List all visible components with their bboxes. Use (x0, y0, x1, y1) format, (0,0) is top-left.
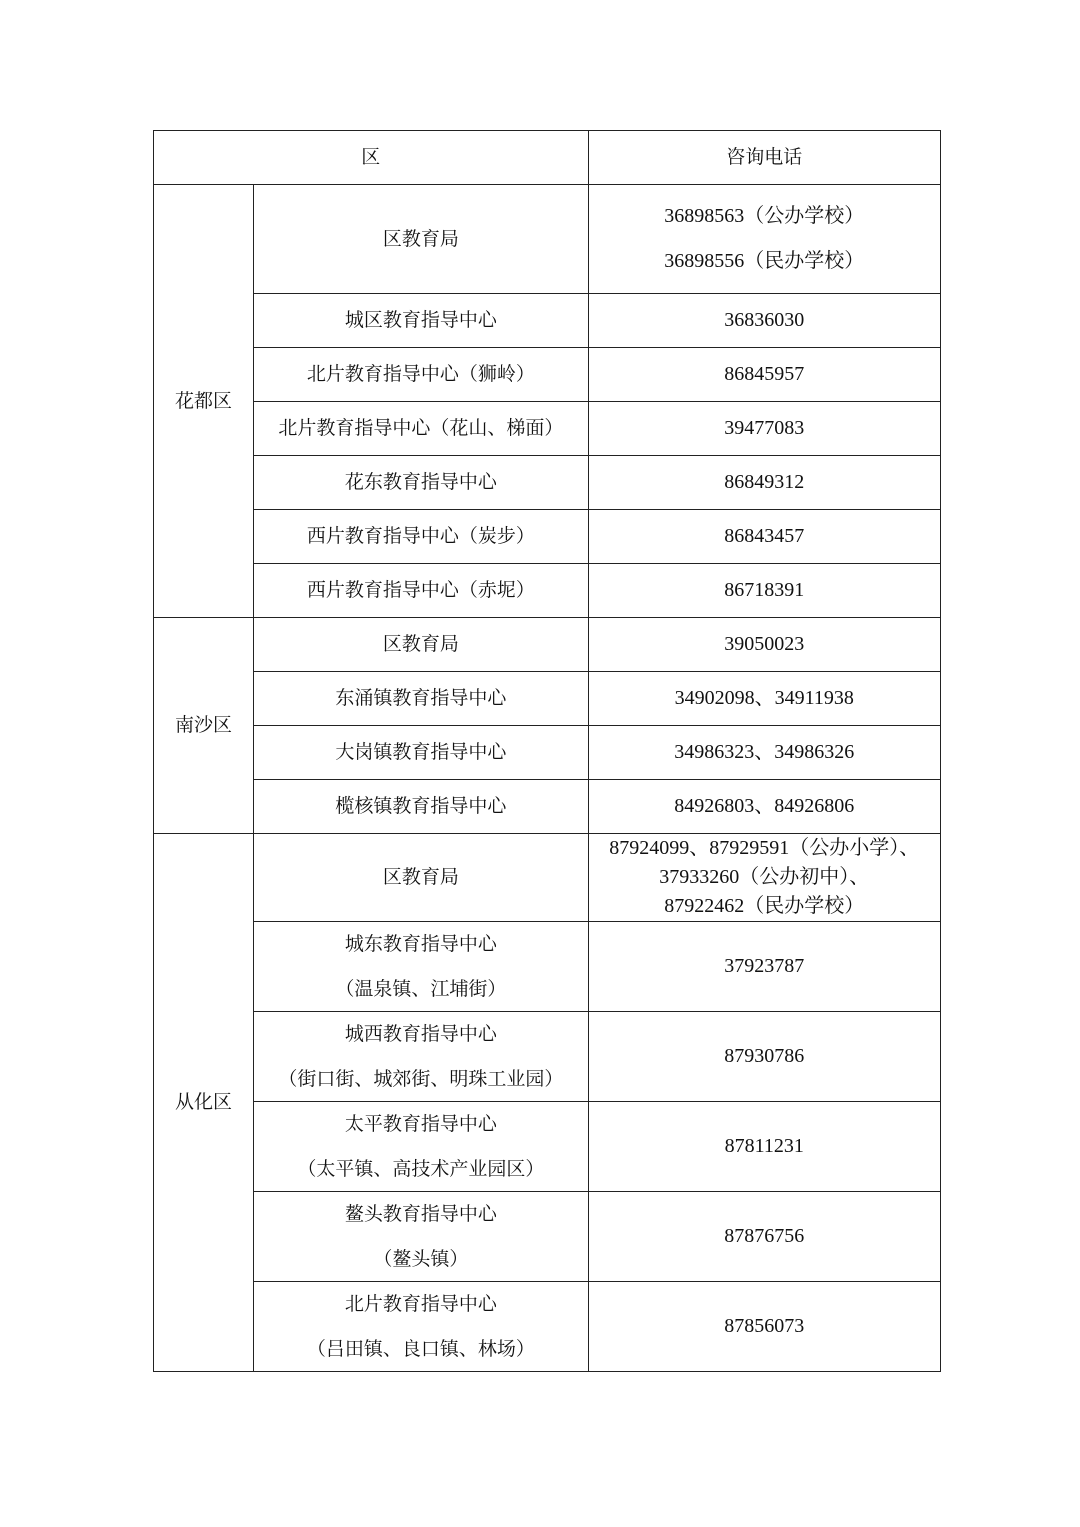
table-row (154, 834, 941, 922)
unit-cell (254, 1192, 588, 1282)
unit-area: （街口街、城郊街、明珠工业园） (278, 1067, 564, 1090)
phone-cell: 87876756 (588, 1192, 940, 1282)
unit-name: 鳌头教育指导中心 (344, 1202, 497, 1225)
table-row (154, 1012, 941, 1102)
table-row (154, 185, 941, 294)
phone-cell: 37923787 (588, 922, 940, 1012)
unit-cell (254, 922, 588, 1012)
unit-cell (254, 1282, 588, 1372)
unit-cell (254, 1012, 588, 1102)
table-row (154, 922, 941, 1012)
unit-area: （鳌头镇） (373, 1247, 469, 1270)
unit-name: 太平教育指导中心 (344, 1112, 497, 1135)
table-row (154, 510, 941, 564)
unit-cell: 西片教育指导中心（炭步） (254, 510, 588, 564)
table-row (154, 348, 941, 402)
table-row (154, 294, 941, 348)
table-row (154, 1102, 941, 1192)
unit-cell (254, 1102, 588, 1192)
phone-number: 87924099、87929591（公办小学）、 (609, 837, 920, 859)
phone-cell: 39050023 (588, 618, 940, 672)
table-header-row (154, 131, 941, 185)
district-cell-huadu: 花都区 (154, 185, 254, 618)
unit-cell: 北片教育指导中心（狮岭） (254, 348, 588, 402)
phone-cell: 87856073 (588, 1282, 940, 1372)
phone-cell: 87930786 (588, 1012, 940, 1102)
unit-name: 城东教育指导中心 (344, 932, 497, 955)
unit-name: 区教育局 (382, 227, 459, 250)
header-phone: 咨询电话 (588, 131, 940, 185)
table-row (154, 672, 941, 726)
phone-cell (588, 834, 940, 922)
unit-cell: 东涌镇教育指导中心 (254, 672, 588, 726)
district-cell-conghua: 从化区 (154, 834, 254, 1372)
unit-cell: 区教育局 (254, 618, 588, 672)
phone-cell: 87811231 (588, 1102, 940, 1192)
phone-cell: 39477083 (588, 402, 940, 456)
phone-number: 36898563（公办学校） (664, 205, 865, 227)
unit-cell: 西片教育指导中心（赤坭） (254, 564, 588, 618)
unit-name: 北片教育指导中心 (344, 1292, 497, 1315)
unit-cell: 城区教育指导中心 (254, 294, 588, 348)
unit-cell: 大岗镇教育指导中心 (254, 726, 588, 780)
table-row (154, 618, 941, 672)
table-row (154, 726, 941, 780)
table-row (154, 456, 941, 510)
unit-area: （吕田镇、良口镇、林场） (306, 1337, 535, 1360)
unit-name: 城西教育指导中心 (344, 1022, 497, 1045)
phone-cell: 84926803、84926806 (588, 780, 940, 834)
table-row (154, 1282, 941, 1372)
phone-cell (588, 185, 940, 294)
phone-cell: 86849312 (588, 456, 940, 510)
contact-table-container (153, 130, 941, 1372)
unit-cell: 花东教育指导中心 (254, 456, 588, 510)
district-cell-nansha: 南沙区 (154, 618, 254, 834)
table-row (154, 780, 941, 834)
unit-area: （温泉镇、江埔街） (335, 977, 507, 1000)
unit-cell: 区教育局 (254, 834, 588, 922)
phone-cell: 34902098、34911938 (588, 672, 940, 726)
unit-area: （太平镇、高技术产业园区） (297, 1157, 545, 1180)
phone-number: 36898556（民办学校） (664, 250, 865, 272)
table-row (154, 402, 941, 456)
phone-cell: 86843457 (588, 510, 940, 564)
unit-cell: 北片教育指导中心（花山、梯面） (254, 402, 588, 456)
header-district: 区 (154, 131, 589, 185)
unit-cell (254, 185, 588, 294)
phone-number: 87922462（民办学校） (664, 895, 865, 917)
phone-cell: 34986323、34986326 (588, 726, 940, 780)
phone-cell: 36836030 (588, 294, 940, 348)
unit-cell: 榄核镇教育指导中心 (254, 780, 588, 834)
table-row (154, 564, 941, 618)
contact-table (153, 130, 941, 1372)
table-row (154, 1192, 941, 1282)
phone-cell: 86845957 (588, 348, 940, 402)
phone-number: 37933260（公办初中）、 (659, 866, 870, 888)
phone-cell: 86718391 (588, 564, 940, 618)
